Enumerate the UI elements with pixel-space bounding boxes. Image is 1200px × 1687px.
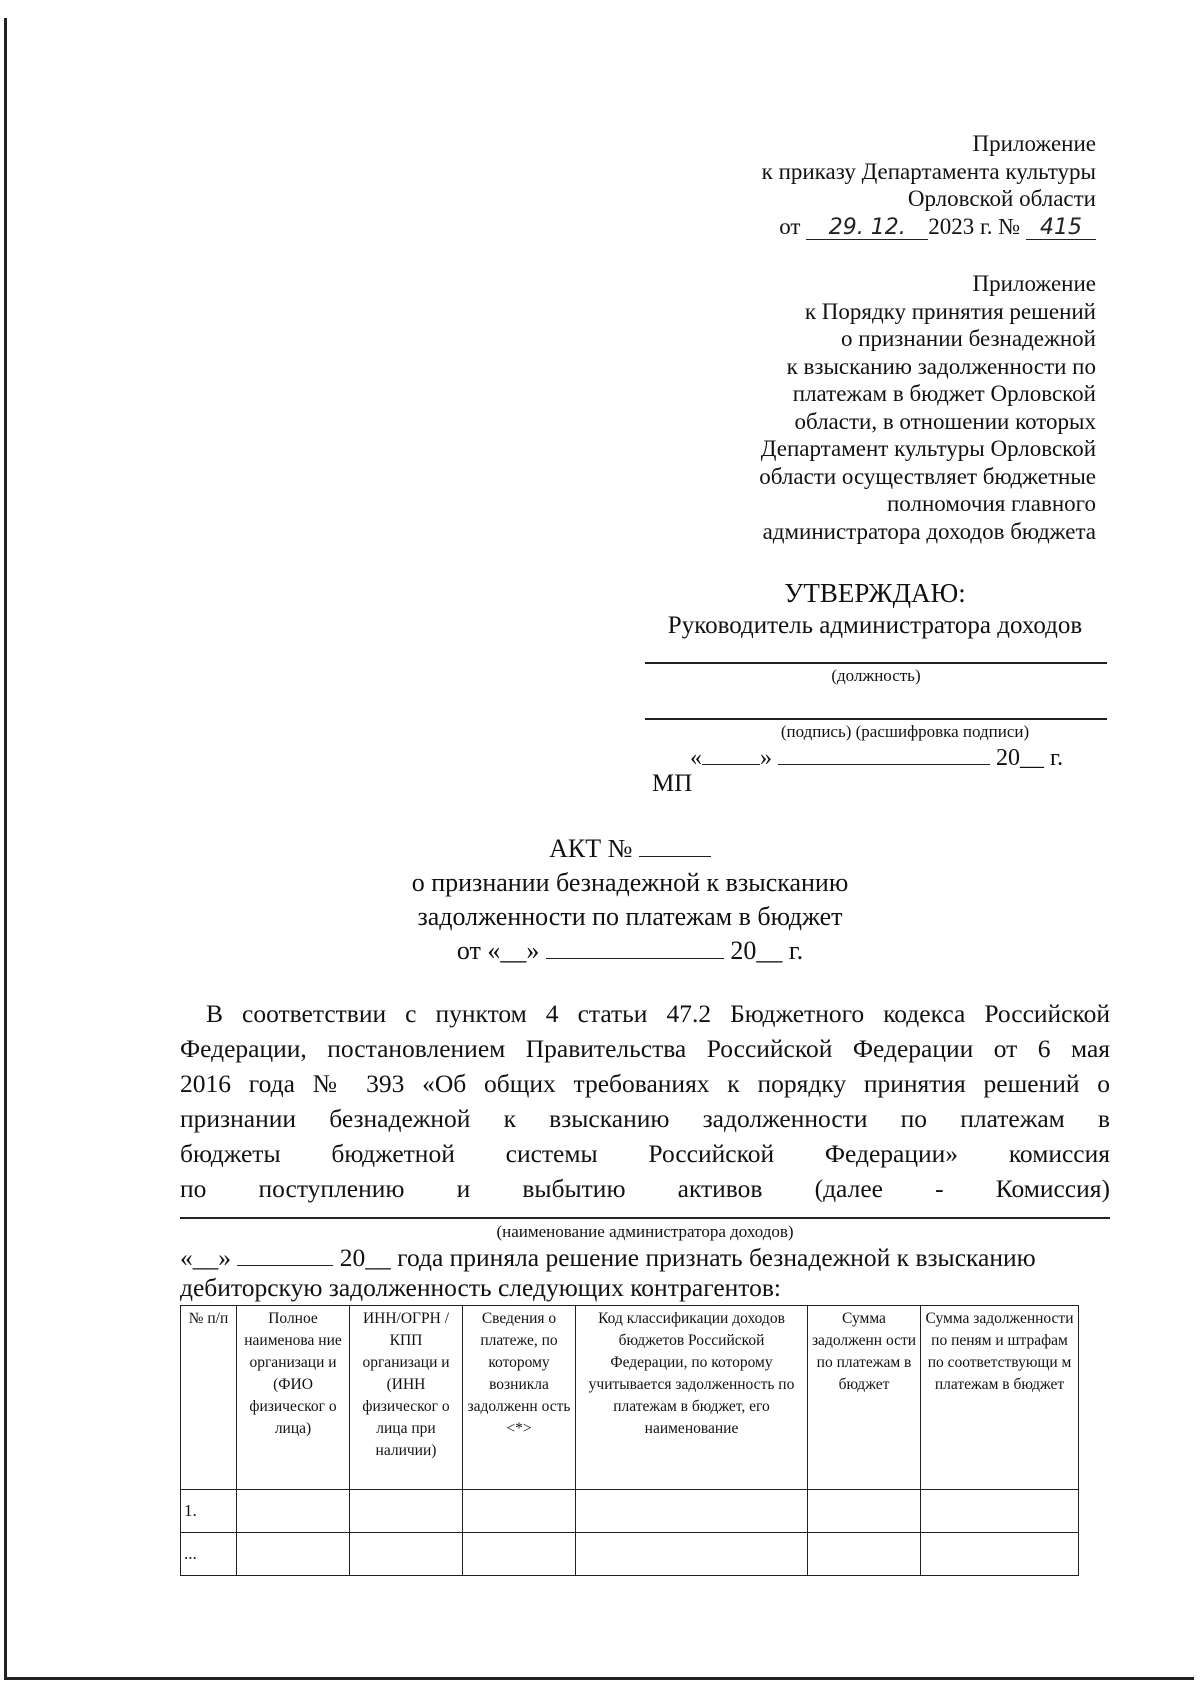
approval-year: 20__ г. [996,745,1064,771]
table-row [181,1533,1079,1576]
page-border-bottom [4,1677,1194,1680]
approval-date [690,742,1063,772]
table-cell [808,1490,921,1533]
act-title [180,834,1080,864]
table-cell [921,1533,1079,1576]
order-reference [762,130,1096,240]
table-cell: 1. [181,1490,237,1533]
act-subtitle-2: задолженности по платежам в бюджет [417,902,843,931]
table-cell [463,1533,576,1576]
header-penalty-sum: Сумма задолженности по пеням и штрафам по соответствующи м платежам в бюджет [921,1306,1079,1490]
approval-date-close: » [760,745,772,771]
act-title-text: АКТ № [549,834,633,863]
act-year: 20__ г. [730,936,804,965]
decision-month-blank [237,1243,333,1266]
table-cell [921,1490,1079,1533]
decision-line [180,1243,1110,1273]
appendix-line: Приложение [972,271,1096,296]
order-region: Орловской области [907,186,1096,211]
header-inn: ИНН/ОГРН /КПП организаци и (ИНН физическог о лица при наличии) [350,1306,463,1490]
header-number: № п/п [181,1306,237,1490]
approval-title: УТВЕРЖДАЮ: [784,578,966,608]
order-issuer: к приказу Департамента культуры [761,158,1096,184]
stamp-placeholder: МП [652,770,693,797]
body-line: признании безнадежной к взысканию задолженности по платежам в [180,1104,1110,1133]
table-cell: ... [181,1533,237,1576]
appendix-line: полномочия главного [887,491,1096,516]
act-subtitle-1: о признании безнадежной к взысканию [411,868,849,897]
table-cell [463,1490,576,1533]
table-cell [808,1533,921,1576]
body-line: 2016 года № 393 «Об общих требованиях к порядку принятия решений о [180,1069,1110,1098]
table-cell [576,1490,808,1533]
order-date-prefix: от [779,213,801,239]
approval-day-blank [702,742,760,765]
order-date-handwritten: 29. 12. [806,217,928,240]
order-appendix-label: Приложение [972,131,1096,156]
appendix-line: о признании безнадежной [840,326,1096,351]
act-date [180,936,1080,966]
appendix-line: администратора доходов бюджета [762,518,1096,544]
debt-table [180,1305,1079,1576]
approval-date-open: « [690,745,702,771]
act-date-prefix: от «__» [456,936,540,965]
body-line: бюджеты бюджетной системы Российской Федерации» комиссия [180,1139,1110,1168]
appendix-line: к Порядку принятия решений [804,298,1096,324]
appendix-reference [759,270,1096,545]
header-payment-info: Сведения о платеже, по которому возникла задолженн ость <*> [463,1306,576,1490]
position-caption: (должность) [831,666,921,685]
order-date-line [762,213,1096,241]
appendix-line: области осуществляет бюджетные [759,463,1096,489]
admin-name-line [180,1217,1110,1219]
appendix-line: Департамент культуры Орловской [760,436,1096,461]
body-line: В соответствии с пунктом 4 статьи 47.2 Бюджетного кодекса Российской [206,999,1110,1028]
appendix-line: области, в отношении которых [794,408,1096,434]
approval-role: Руководитель администратора доходов [667,612,1083,639]
decision-day: «__» [180,1243,231,1272]
position-line [645,662,1107,664]
table-row [181,1490,1079,1533]
table-cell [237,1490,350,1533]
header-budget-code: Код классификации доходов бюджетов Российской Федерации, по которому учитывается задолженность по платежам в бюджет, его наименование [576,1306,808,1490]
debtors-line: дебиторскую задолженность следующих контрагентов: [180,1273,781,1302]
table-header-row [181,1306,1079,1490]
decision-text: 20__ года приняла решение признать безнадежной к взысканию [339,1243,1036,1272]
signature-line [645,718,1107,720]
act-month-blank [546,936,724,959]
table-cell [350,1533,463,1576]
header-full-name: Полное наименова ние организаци и (ФИО физическог о лица) [237,1306,350,1490]
order-number-handwritten: 415 [1026,217,1096,240]
order-year: 2023 г. № [928,213,1021,239]
admin-name-caption: (наименование администратора доходов) [496,1222,794,1241]
page-border-left [4,18,7,1680]
act-number-blank [639,834,711,857]
table-cell [576,1533,808,1576]
table-cell [350,1490,463,1533]
body-line: Федерации, постановлением Правительства Российской Федерации от 6 мая [180,1034,1110,1063]
appendix-line: к взысканию задолженности по [786,353,1096,379]
header-debt-sum: Сумма задолженн ости по платежам в бюджет [808,1306,921,1490]
table-cell [237,1533,350,1576]
signature-caption: (подпись) (расшифровка подписи) [780,722,1030,741]
approval-month-blank [778,742,990,765]
body-paragraph [180,996,1110,1206]
appendix-line: платежам в бюджет Орловской [792,381,1096,406]
body-line: по поступлению и выбытию активов (далее - Комиссия) [180,1174,1110,1203]
